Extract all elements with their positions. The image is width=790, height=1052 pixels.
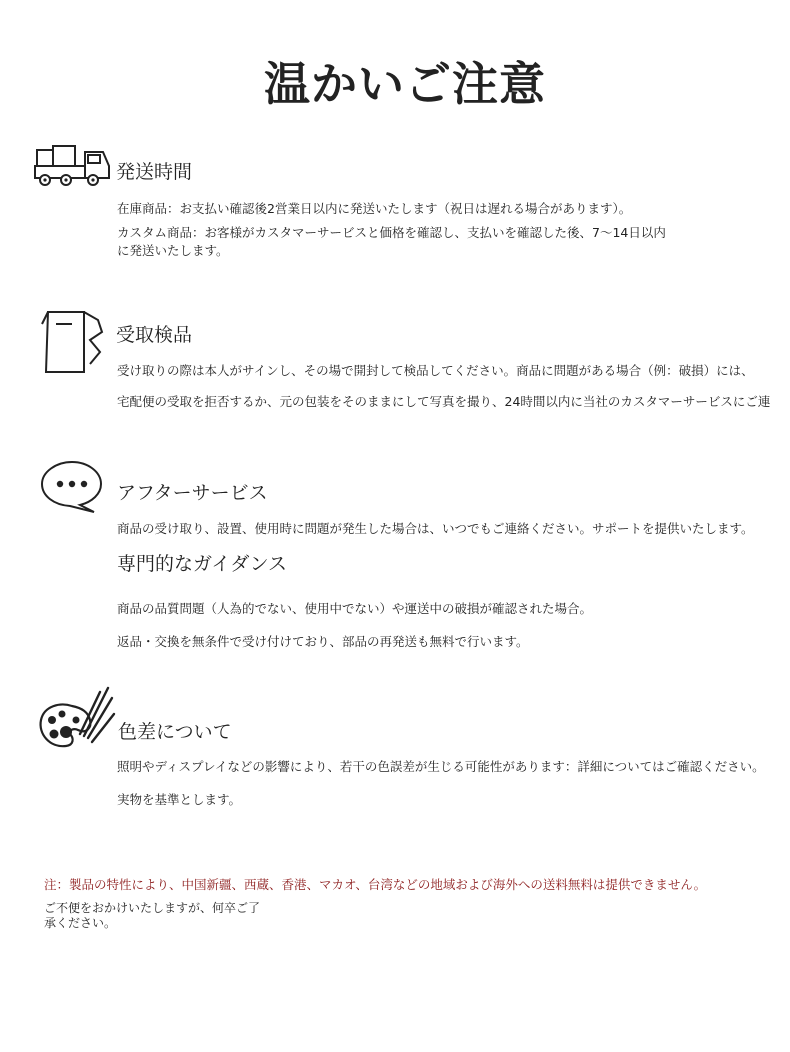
section-heading-aftersales: アフターサービス xyxy=(117,482,268,504)
section-heading-inspection: 受取検品 xyxy=(116,324,193,346)
truck-icon xyxy=(33,142,111,188)
chat-bubble-icon xyxy=(40,460,104,514)
guidance-text-line2: 返品・交換を無条件で受け付けており、部品の再発送も無料で行います。 xyxy=(117,634,529,649)
shipping-text-line3: に発送いたします。 xyxy=(117,243,229,258)
shipping-text-line2: カスタム商品：お客様がカスタマーサービスと価格を確認し、支払いを確認した後、7〜14日以内 xyxy=(117,225,666,240)
apology-note-line2: 承ください。 xyxy=(44,916,117,930)
aftersales-text-line1: 商品の受け取り、設置、使用時に問題が発生した場合は、いつでもご連絡ください。サポートを提供いたします。 xyxy=(117,521,754,536)
box-icon xyxy=(40,306,110,374)
shipping-text-line1: 在庫商品：お支払い確認後2営業日以内に発送いたします（祝日は遅れる場合があります）。 xyxy=(117,201,632,216)
section-heading-shipping: 発送時間 xyxy=(116,161,193,183)
apology-note xyxy=(44,901,260,931)
shipping-restriction-note: 注：製品の特性により、中国新疆、西蔵、香港、マカオ、台湾などの地域および海外への送料無料は提供できません。 xyxy=(44,877,707,892)
section-heading-color: 色差について xyxy=(118,721,232,743)
section-heading-guidance: 専門的なガイダンス xyxy=(117,553,288,575)
palette-icon xyxy=(38,684,116,752)
inspection-text-line2: 宅配便の受取を拒否するか、元の包装をそのままにして写真を撮り、24時間以内に当社のカスタマーサービスにご連 xyxy=(117,394,771,409)
inspection-text-line1: 受け取りの際は本人がサインし、その場で開封して検品してください。商品に問題がある場合（例：破損）には、 xyxy=(117,363,754,378)
page-title: 温かいご注意 xyxy=(264,57,546,111)
apology-note-line1: ご不便をおかけいたしますが、何卒ご了 xyxy=(44,901,261,915)
color-text-line1: 照明やディスプレイなどの影響により、若干の色誤差が生じる可能性があります：詳細についてはご確認ください。 xyxy=(117,759,765,774)
guidance-text-line1: 商品の品質問題（人為的でない、使用中でない）や運送中の破損が確認された場合。 xyxy=(117,601,593,616)
color-text-line2: 実物を基準とします。 xyxy=(117,792,242,807)
